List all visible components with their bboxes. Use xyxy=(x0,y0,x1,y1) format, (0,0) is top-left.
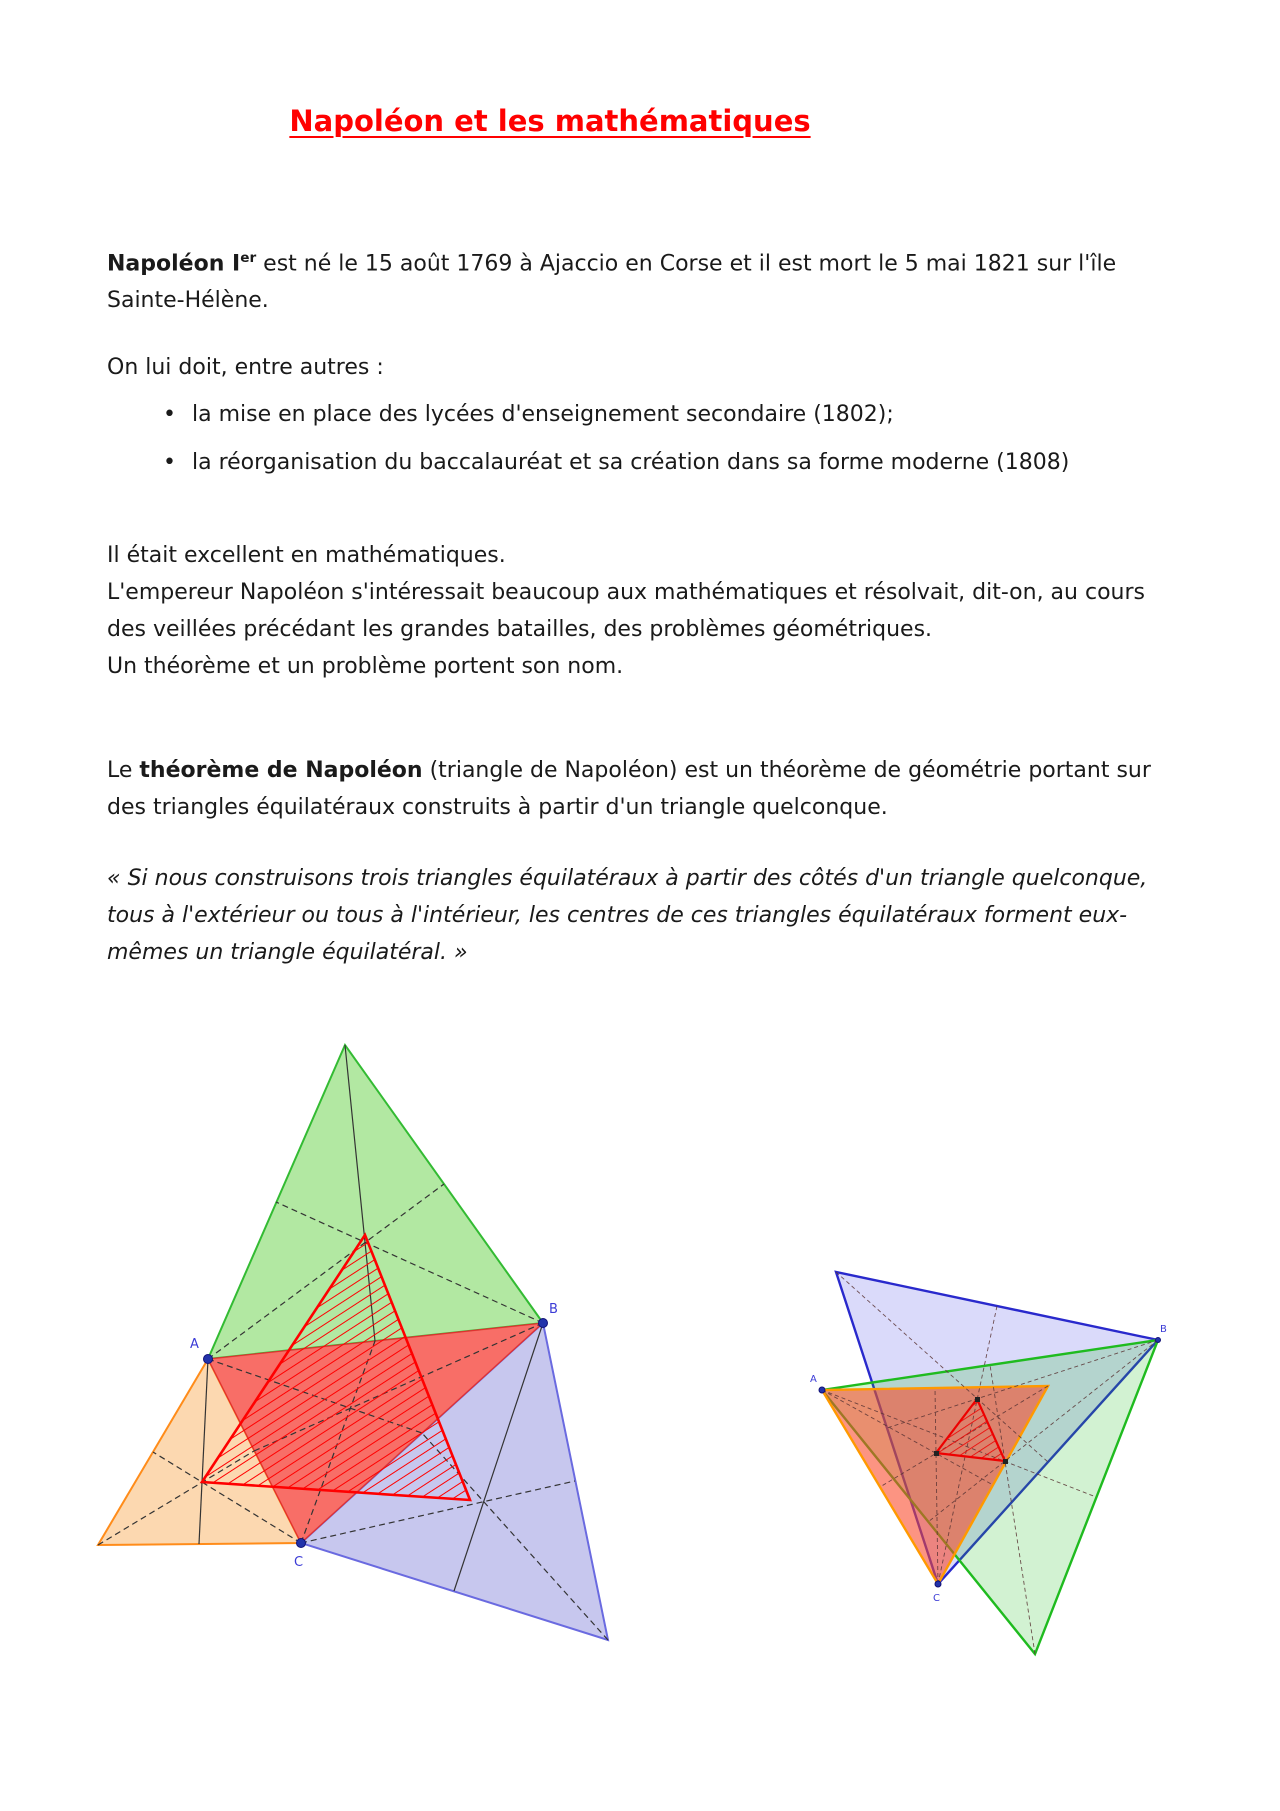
vertex-label-b: B xyxy=(549,1302,558,1317)
theorem-text: (triangle de Napoléon) est un théorème de géométrie portant sur des triangles équilatéraux construits à partir d'un triangle quelconque. xyxy=(107,758,1151,820)
vertex-label-c: C xyxy=(294,1555,304,1570)
math-paragraph-line2: L'empereur Napoléon s'intéressait beaucoup aux mathématiques et résolvait, dit-on, au cours des veillées précédant les grandes batailles, des problèmes géométriques. xyxy=(107,580,1145,642)
intro-text: est né le 15 août 1769 à Ajaccio en Corse et il est mort le 5 mai 1821 sur l'île Sainte-Hélène. xyxy=(107,251,1117,314)
vertex-label-a: A xyxy=(190,1337,199,1352)
theorem-name: théorème de Napoléon xyxy=(139,758,423,783)
bullet-item-1 xyxy=(163,396,1173,433)
theorem-paragraph xyxy=(107,752,1182,826)
vertex-label-a: A xyxy=(810,1374,817,1385)
theorem-quote: « Si nous construisons trois triangles équilatéraux à partir des côtés d'un triangle quelconque, tous à l'extérieur ou tous à l'intérieur, les centres de ces triangles équilatéraux forment eux-mêmes un triangle équilatéral. » xyxy=(107,866,1148,965)
bullet-icon: • xyxy=(163,450,176,475)
bullet-text: la mise en place des lycées d'enseignement secondaire (1802); xyxy=(192,402,894,427)
math-paragraph-line3: Un théorème et un problème portent son nom. xyxy=(107,654,624,679)
napoleon-diagram-inward xyxy=(700,1240,1180,1670)
napoleon-diagram-outward xyxy=(60,1020,640,1685)
theorem-pre: Le xyxy=(107,758,140,783)
vertex-label-b: B xyxy=(1160,1324,1167,1335)
intro-superscript: er xyxy=(240,250,257,266)
bullet-text: la réorganisation du baccalauréat et sa création dans sa forme moderne (1808) xyxy=(192,450,1070,475)
vertex-label-c: C xyxy=(933,1593,940,1604)
math-paragraph xyxy=(107,537,1182,685)
math-paragraph-line1: Il était excellent en mathématiques. xyxy=(107,543,506,568)
intro-paragraph xyxy=(107,240,1182,319)
page-title: Napoléon et les mathématiques xyxy=(289,104,811,138)
contributions-lead: On lui doit, entre autres : xyxy=(107,355,384,380)
intro-bold-name: Napoléon I xyxy=(107,251,241,277)
bullet-item-2 xyxy=(163,444,1173,481)
bullet-icon: • xyxy=(163,402,176,427)
